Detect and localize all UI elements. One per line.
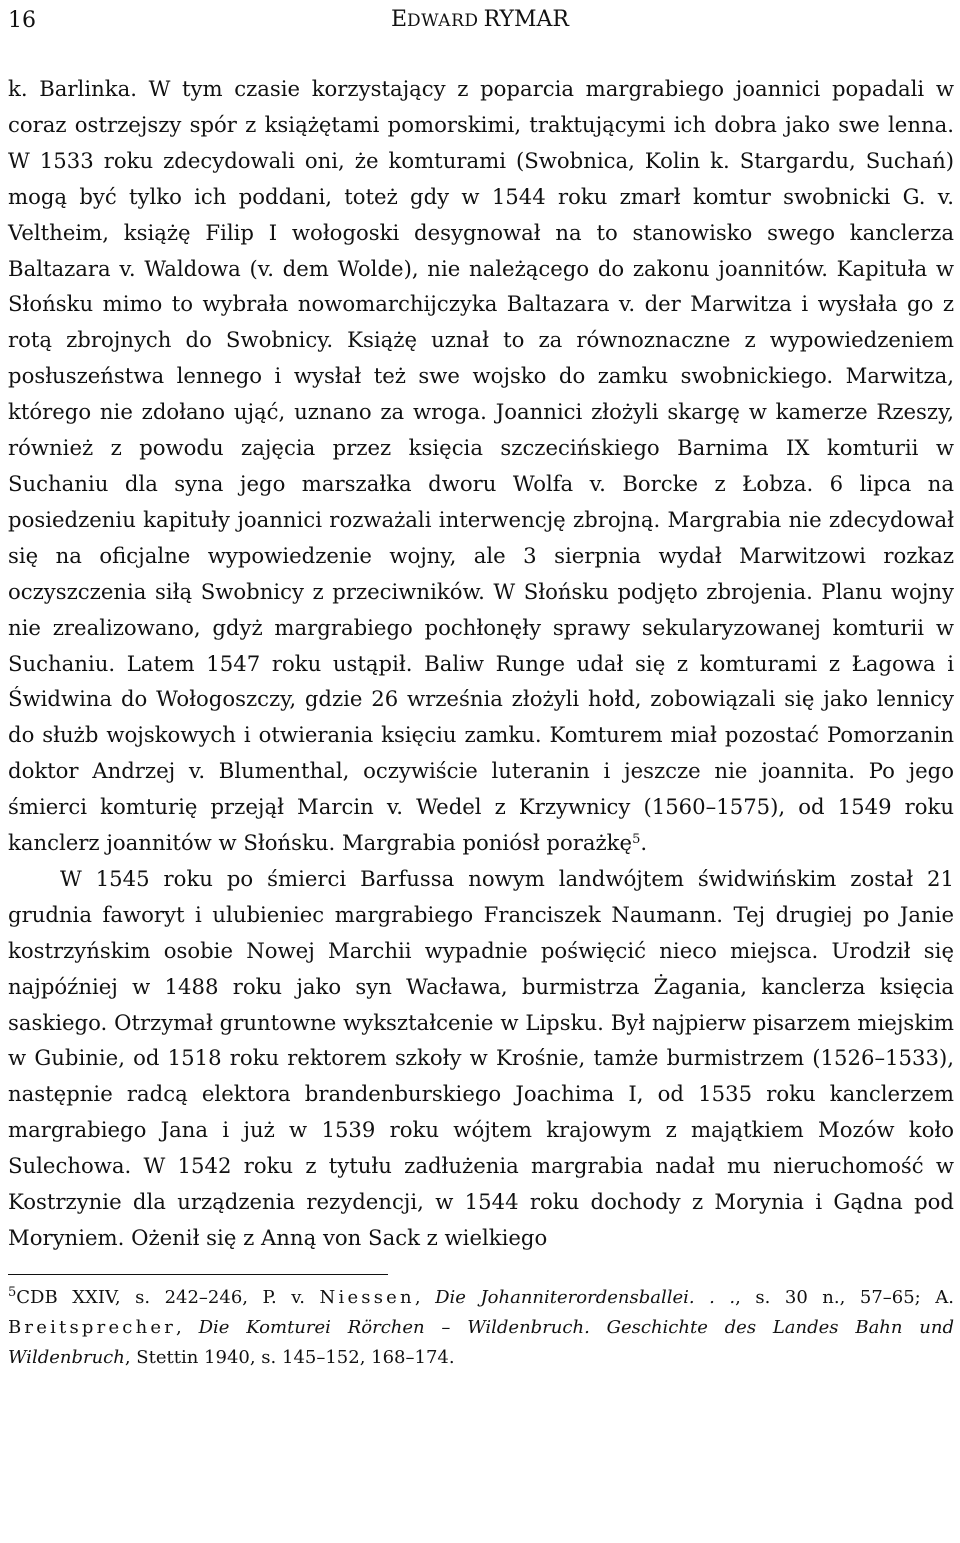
footnote-title-1: Die Johanniterordensballei. . . [435,1286,736,1308]
running-title-surname: RYMAR [483,7,569,32]
paragraph-1-text: k. Barlinka. W tym czasie korzystający z poparcia margrabiego joannici popadali w coraz ostrzejszy spór z książętami pomorskimi, traktującymi ich dobra jako swe lenna. W 1533 roku zdecydowali oni, że komturami (Swobnica, Kolin k. Stargardu, Suchań) mogą być tylko ich poddani, toteż gdy w 1544 roku zmarł komtur swobnicki G. v. Veltheim, książę Filip I wołogoski desygnował na to stanowisko swego kanclerza Baltazara v. Waldowa (v. dem Wolde), nie należącego do zakonu joannitów. Kapituła w Słońsku mimo to wybrała nowomarchijczyka Baltazara v. der Marwitza i wysłała go z rotą zbrojnych do Swobnicy. Książę uznał to za równoznaczne z wypowiedzeniem posłuszeństwa lennego i wysłał też swe wojsko do zamku swobnickiego. Marwitza, którego nie zdołano ująć, uznano za wroga. Joannici złożyli skargę w kamerze Rzeszy, również z powodu zajęcia przez księcia szczecińskiego Barnima IX komturii w Suchaniu dla syna jego marszałka dworu Wolfa v. Borcke z Łobza. 6 lipca na posiedzeniu kapituły joannici rozważali interwencję zbrojną. Margrabia nie zdecydował się na oficjalne wypowiedzenie wojny, ale 3 sierpnia wydał Marwitzowi rozkaz oczyszczenia siłą Swobnicy z przeciwników. W Słońsku podjęto zbrojenia. Planu wojny nie zrealizowano, gdyż margrabiego pochłonęły sprawy sekularyzowanej komturii w Suchaniu. Latem 1547 roku ustąpił. Baliw Runge udał się z komturami z Łagowa i Świdwina do Wołogoszczy, gdzie 26 września złożyli hołd, zobowiązali się jako lennicy do służb wojskowych i otwierania księciu zamku. Komturem miał pozostać Pomorzanin doktor Andrzej v. Blumenthal, oczywiście luteranin i jeszcze nie joannita. Po jego śmierci komturię przejął Marcin v. Wedel z Krzywnicy (1560–1575), od 1549 roku kanclerz joannitów w Słońsku. Margrabia poniósł porażkę [8,76,954,856]
page-header [8,0,954,40]
footnote-text-2: , [414,1286,436,1308]
paragraph-1 [8,71,954,861]
paragraph-2: W 1545 roku po śmierci Barfussa nowym landwójtem świdwińskim został 21 grudnia faworyt i ulubieniec margrabiego Franciszek Naumann. Tej drugiej po Janie kostrzyńskim osobie Nowej Marchii wypadnie poświęcić nieco miejsca. Urodził się najpóźniej w 1488 roku jako syn Wacława, burmistrza Żagania, kanclerza księcia saskiego. Otrzymał gruntowne wykształcenie w Lipsku. Był najpierw pisarzem miejskim w Gubinie, od 1518 roku rektorem szkoły w Krośnie, tamże burmistrzem (1526–1533), następnie radcą elektora brandenburskiego Joachima I, od 1535 roku kanclerzem margrabiego Jana i już w 1539 roku wójtem krajowym z majątkiem Mozów koło Sulechowa. W 1542 roku z tytułu zadłużenia margrabia nadał mu nieruchomość w Kostrzynie dla urządzenia rezydencji, w 1544 roku dochody z Morynia i Gądna pod Moryniem. Ożenił się z Anną von Sack z wielkiego [8,865,954,1250]
footnote [8,1283,954,1373]
footnote-text-1: CDB XXIV, s. 242–246, P. v. [16,1286,320,1308]
footnote-reference[interactable]: 5 [632,832,641,848]
running-title-initial: E [390,7,408,32]
footnote-divider [8,1274,388,1275]
footnote-author-2: Breitsprecher [8,1316,177,1338]
footnote-text-5: , Stettin 1940, s. 145–152, 168–174. [124,1346,455,1368]
footnote-title-2: Die Komturei Rörchen – Wildenbruch. Geschichte des Landes Bahn und Wildenbruch [8,1316,954,1368]
page-number: 16 [8,7,36,33]
footnote-number: 5 [8,1284,17,1300]
running-title-first-name-rest: DWARD [407,11,479,31]
main-text [8,71,954,1256]
footnote-text-3: , s. 30 n., 57–65; A. [735,1286,954,1308]
footnote-author-1: Niessen [319,1286,415,1308]
footnote-text-4: , [176,1316,199,1338]
paragraph-1-end: . [640,830,648,856]
